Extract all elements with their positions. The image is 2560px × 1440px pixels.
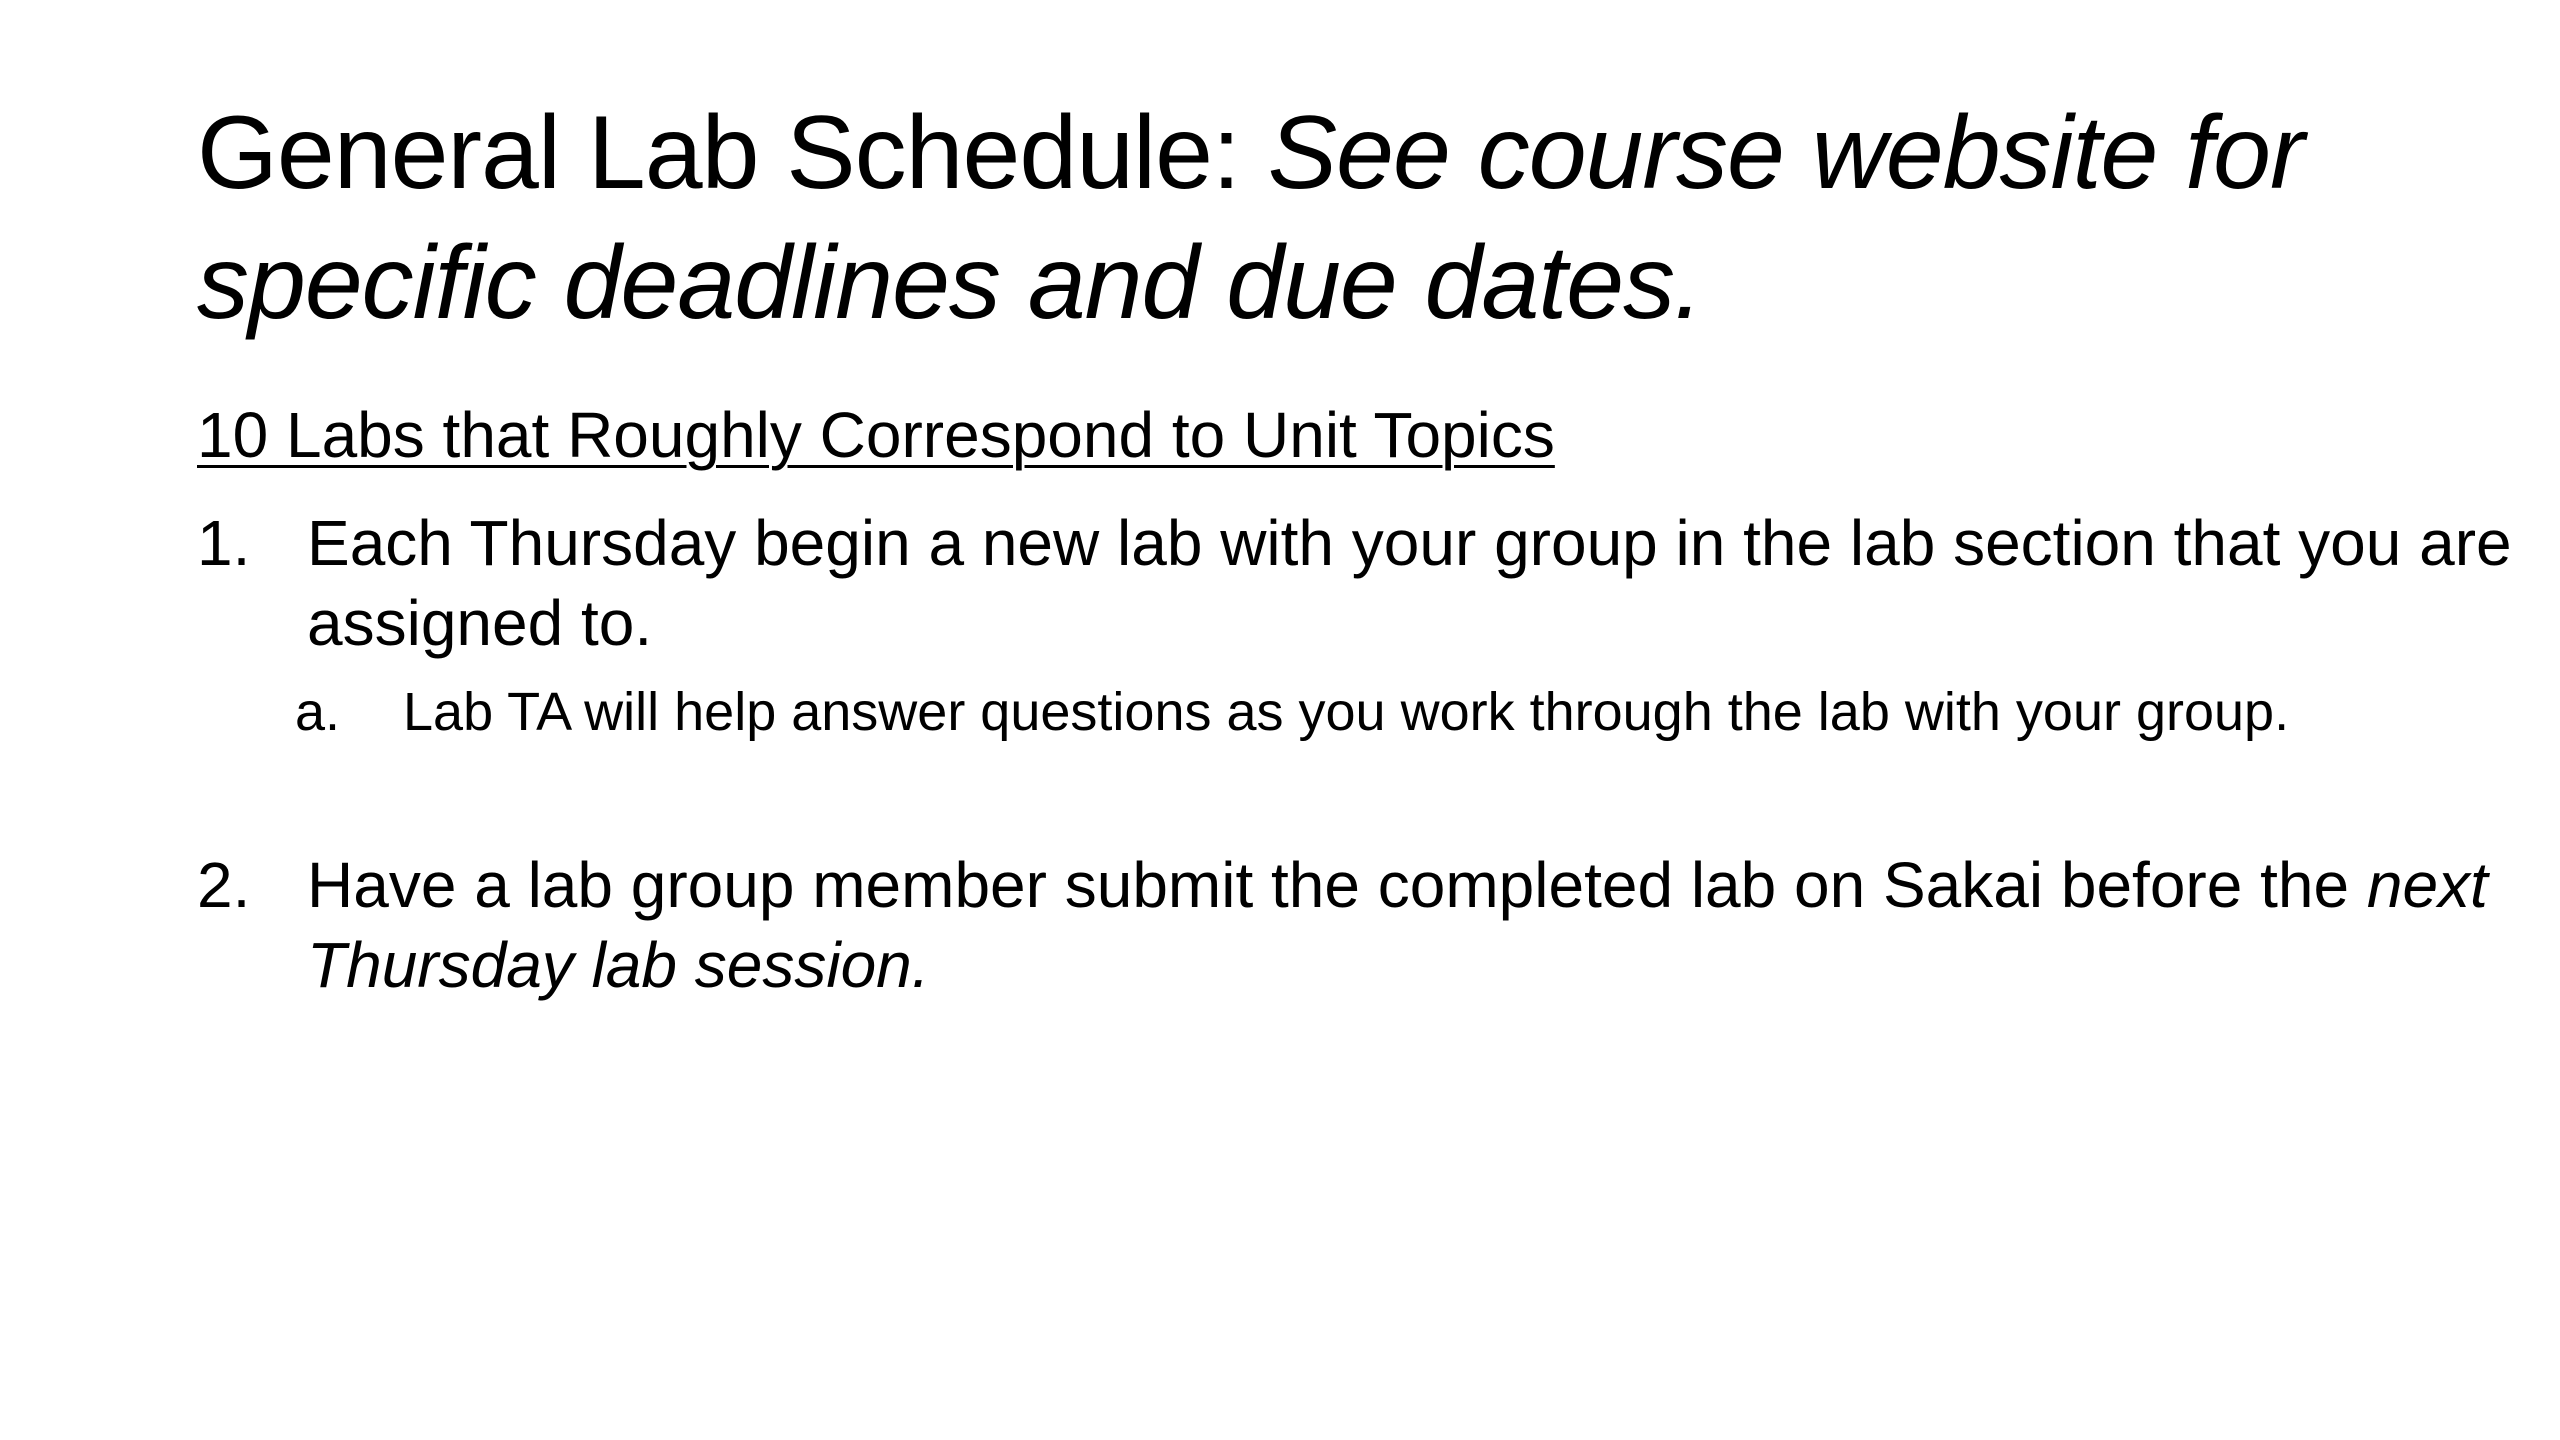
title-italic: See course website for specific deadlines and due dates. <box>197 95 2304 341</box>
slide-title <box>197 88 2447 348</box>
section-heading: 10 Labs that Roughly Correspond to Unit Topics <box>197 399 1555 471</box>
sub-list-text-a: Lab TA will help answer questions as you work through the lab with your group. <box>403 682 2290 742</box>
list-text-2 <box>307 845 2527 1005</box>
list-marker-1: 1. <box>197 507 251 579</box>
list-text-1: Each Thursday begin a new lab with your group in the lab section that you are assigned to. <box>307 507 2512 659</box>
list-marker-2: 2. <box>197 849 251 921</box>
title-plain: General Lab Schedule: <box>197 95 1268 211</box>
sub-list-marker-a: a. <box>295 682 341 742</box>
list-text-2-italic: next Thursday lab session. <box>307 849 2488 1001</box>
list-text-2-plain: Have a lab group member submit the completed lab on Sakai before the <box>307 849 2367 921</box>
